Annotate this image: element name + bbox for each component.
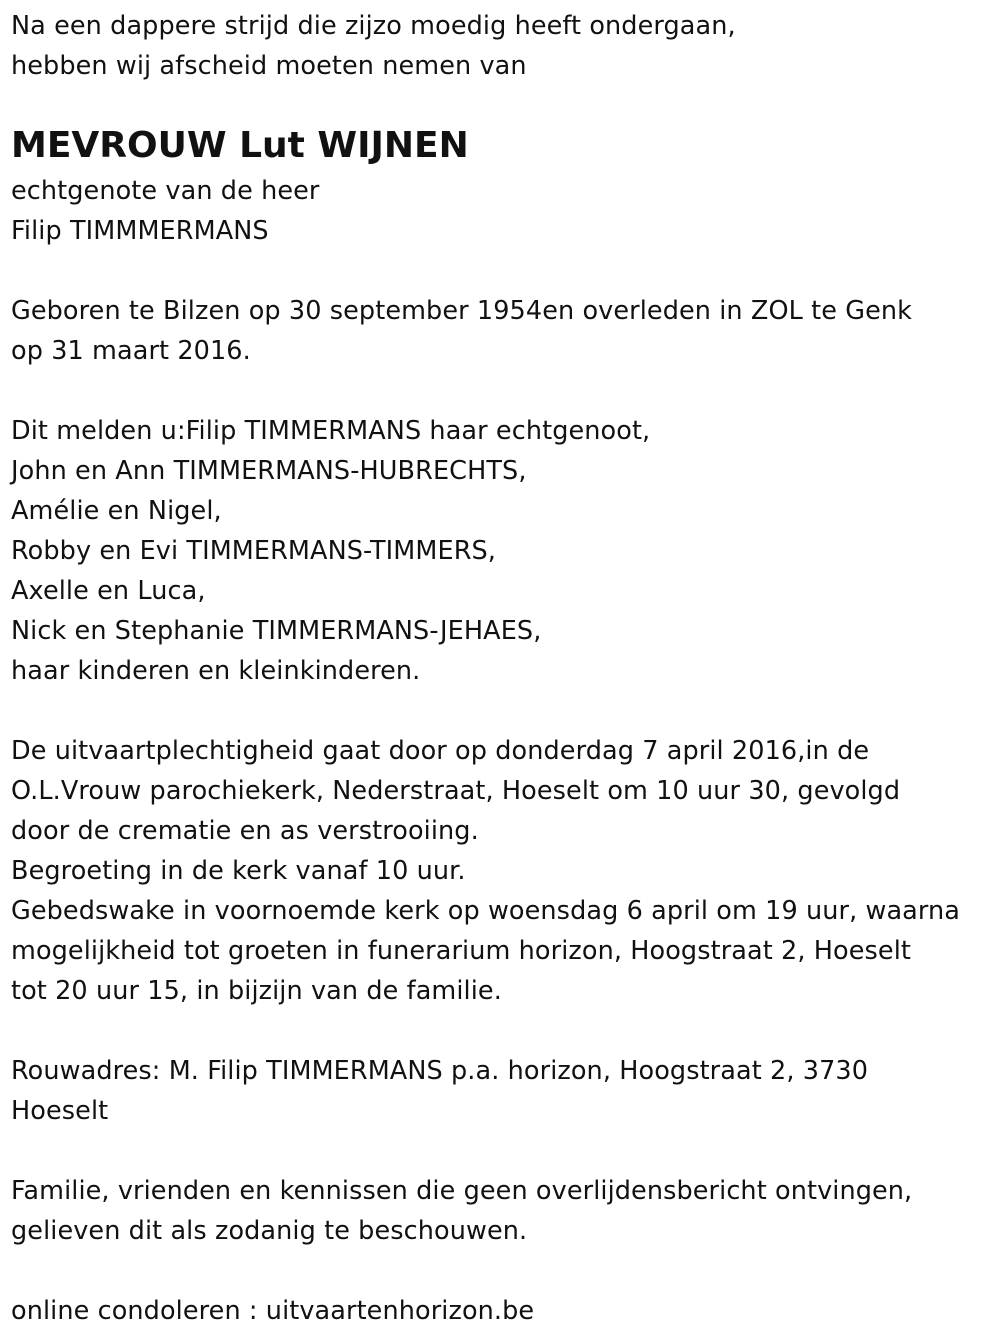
ceremony-line: O.L.Vrouw parochiekerk, Nederstraat, Hoeselt om 10 uur 30, gevolgd — [11, 776, 901, 806]
online-condolence-line: online condoleren : uitvaartenhorizon.be — [11, 1296, 535, 1326]
deceased-name: MEVROUW Lut WIJNEN — [11, 125, 469, 166]
family-line: Axelle en Luca, — [11, 576, 206, 606]
spouse-line-1: echtgenote van de heer — [11, 176, 320, 206]
notice-line: Familie, vrienden en kennissen die geen overlijdensbericht ontvingen, — [11, 1176, 913, 1206]
ceremony-line: Begroeting in de kerk vanaf 10 uur. — [11, 856, 466, 886]
ceremony-line: Gebedswake in voornoemde kerk op woensdag 6 april om 19 uur, waarna — [11, 896, 961, 926]
spouse-line-2: Filip TIMMMERMANS — [11, 216, 269, 246]
address-line: Hoeselt — [11, 1096, 109, 1126]
family-line: Robby en Evi TIMMERMANS-TIMMERS, — [11, 536, 497, 566]
notice-line: gelieven dit als zodanig te beschouwen. — [11, 1216, 528, 1246]
birth-death-line-2: op 31 maart 2016. — [11, 336, 251, 366]
address-line: Rouwadres: M. Filip TIMMERMANS p.a. horizon, Hoogstraat 2, 3730 — [11, 1056, 869, 1086]
ceremony-line: mogelijkheid tot groeten in funerarium horizon, Hoogstraat 2, Hoeselt — [11, 936, 911, 966]
ceremony-line: door de crematie en as verstrooiing. — [11, 816, 479, 846]
family-line: Dit melden u:Filip TIMMERMANS haar echtgenoot, — [11, 416, 651, 446]
intro-line-1: Na een dappere strijd die zijzo moedig heeft ondergaan, — [11, 11, 736, 41]
birth-death-line-1: Geboren te Bilzen op 30 september 1954en overleden in ZOL te Genk — [11, 296, 913, 326]
obituary-document — [11, 0, 996, 1331]
intro-line-2: hebben wij afscheid moeten nemen van — [11, 51, 527, 81]
family-line: haar kinderen en kleinkinderen. — [11, 656, 421, 686]
family-line: Amélie en Nigel, — [11, 496, 222, 526]
ceremony-line: tot 20 uur 15, in bijzijn van de familie. — [11, 976, 502, 1006]
ceremony-line: De uitvaartplechtigheid gaat door op donderdag 7 april 2016,in de — [11, 736, 870, 766]
family-line: John en Ann TIMMERMANS-HUBRECHTS, — [11, 456, 527, 486]
family-line: Nick en Stephanie TIMMERMANS-JEHAES, — [11, 616, 542, 646]
